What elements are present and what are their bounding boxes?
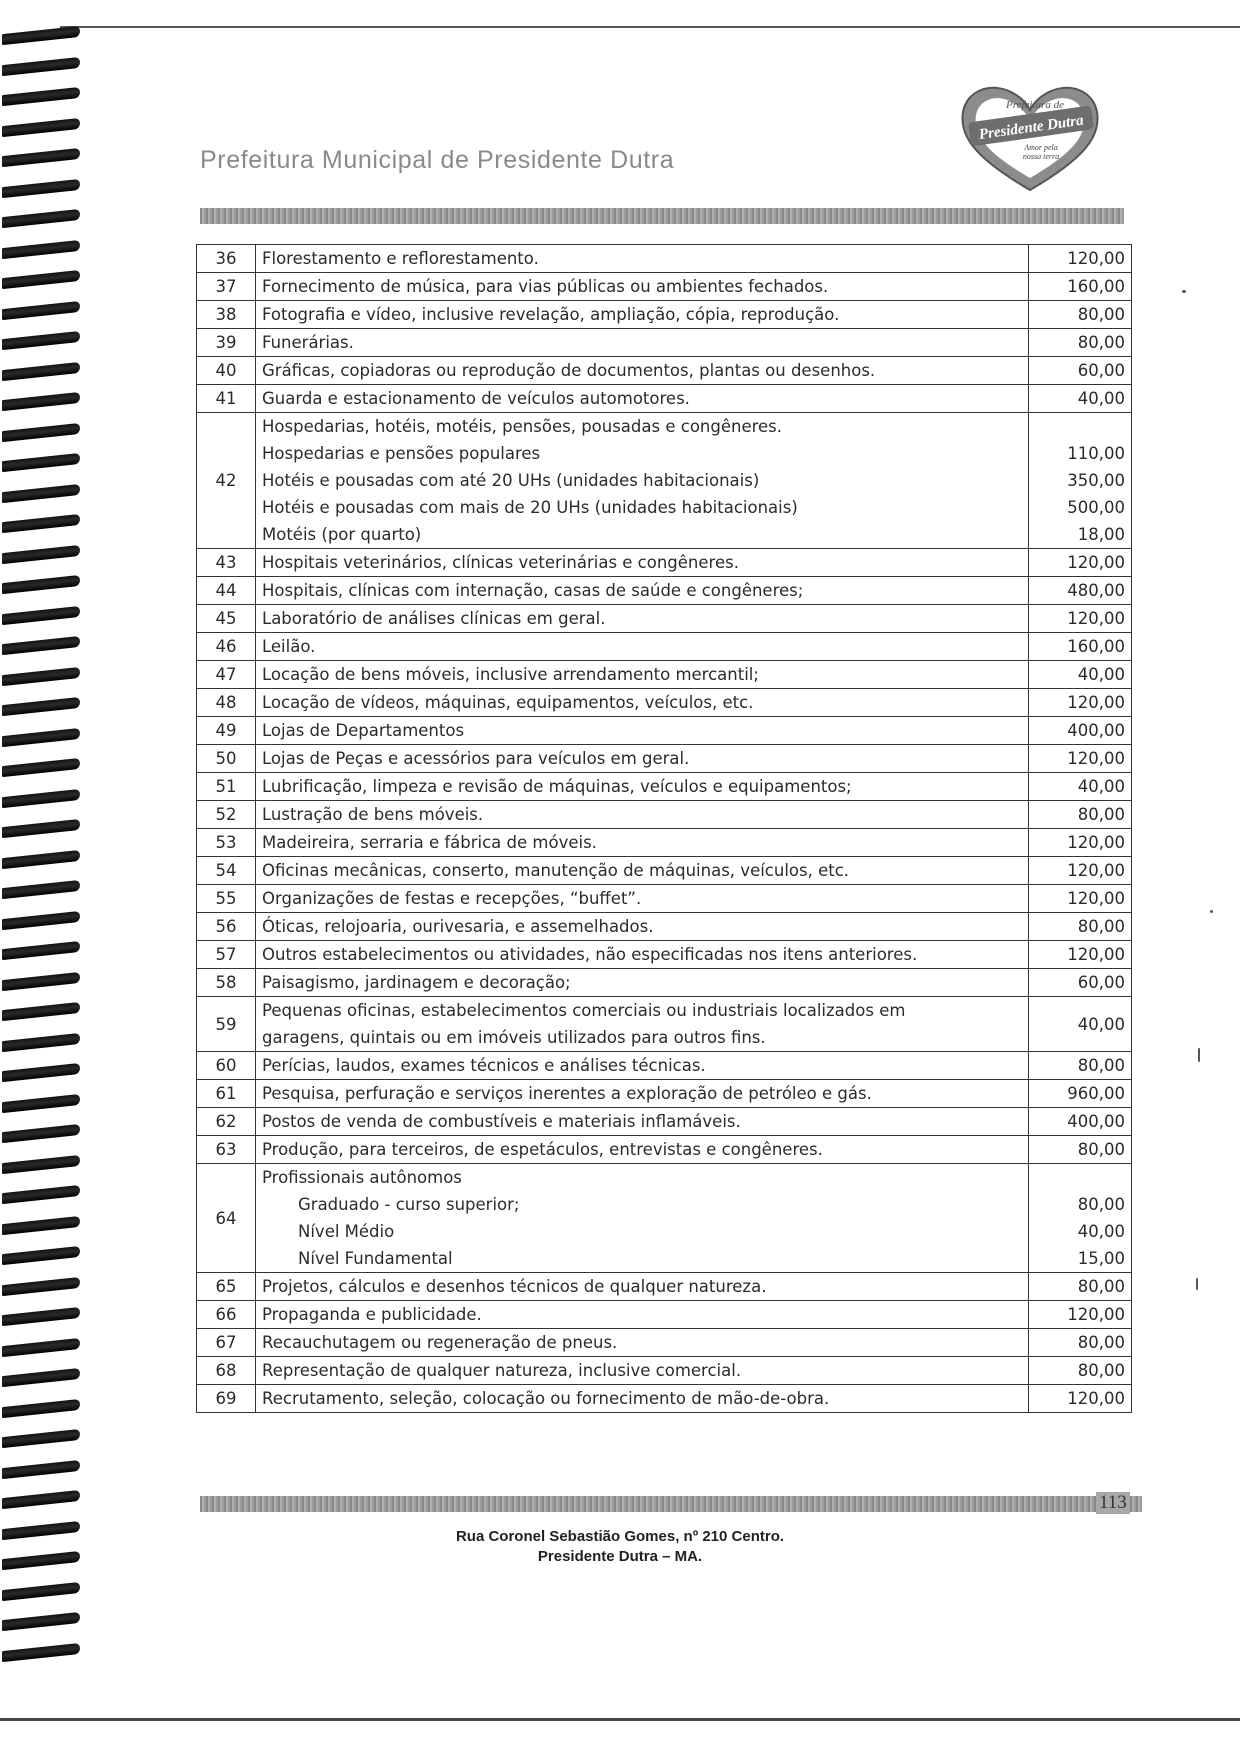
item-description [256, 857, 1029, 885]
item-value [1029, 717, 1132, 745]
value-line: 120,00 [1067, 861, 1125, 880]
item-number: 65 [197, 1273, 256, 1301]
value-line: 80,00 [1077, 805, 1125, 824]
value-line [1035, 413, 1125, 440]
item-number: 42 [197, 413, 256, 549]
description-line: Profissionais autônomos [262, 1168, 462, 1187]
binding-ring [2, 300, 80, 319]
value-line: 40,00 [1077, 777, 1125, 796]
binding-ring [2, 56, 80, 75]
binding-ring [2, 514, 80, 533]
item-description [256, 633, 1029, 661]
value-line: 120,00 [1067, 249, 1125, 268]
header-separator-band [200, 208, 1124, 224]
description-line: Locação de vídeos, máquinas, equipamentos, veículos, etc. [262, 693, 754, 712]
item-description [256, 301, 1029, 329]
binding-ring [2, 1246, 80, 1265]
value-line: 120,00 [1067, 749, 1125, 768]
item-number: 48 [197, 689, 256, 717]
item-number: 59 [197, 997, 256, 1052]
table-row [197, 1329, 1132, 1357]
value-line [1035, 1164, 1125, 1191]
description-line: Hospitais veterinários, clínicas veterinárias e congêneres. [262, 553, 739, 572]
description-line: Graduado - curso superior; [298, 1195, 520, 1214]
binding-ring [2, 971, 80, 990]
item-number: 66 [197, 1301, 256, 1329]
item-description [256, 1329, 1029, 1357]
item-description [256, 1164, 1029, 1273]
description-line: Recauchutagem ou regeneração de pneus. [262, 1333, 618, 1352]
item-number: 38 [197, 301, 256, 329]
description-line: Hotéis e pousadas com até 20 UHs (unidades habitacionais) [262, 471, 760, 490]
binding-ring [2, 361, 80, 380]
binding-ring [2, 26, 80, 45]
bottom-edge-line [0, 1718, 1240, 1721]
item-description [256, 605, 1029, 633]
item-value [1029, 1385, 1132, 1413]
description-line: Nível Fundamental [298, 1249, 453, 1268]
item-number: 63 [197, 1136, 256, 1164]
description-line: Outros estabelecimentos ou atividades, não especificadas nos itens anteriores. [262, 945, 918, 964]
item-description [256, 913, 1029, 941]
value-line: 960,00 [1067, 1084, 1125, 1103]
description-line: Florestamento e reflorestamento. [262, 249, 539, 268]
value-line: 80,00 [1077, 1277, 1125, 1296]
table-row [197, 301, 1132, 329]
value-line: 350,00 [1067, 471, 1125, 490]
value-line: 160,00 [1067, 277, 1125, 296]
binding-ring [2, 758, 80, 777]
item-number: 61 [197, 1080, 256, 1108]
item-description [256, 801, 1029, 829]
value-line: 60,00 [1077, 973, 1125, 992]
table-row [197, 969, 1132, 997]
item-value [1029, 857, 1132, 885]
municipal-logo [955, 78, 1105, 196]
item-description [256, 969, 1029, 997]
value-line: 120,00 [1067, 1389, 1125, 1408]
binding-ring [2, 117, 80, 136]
value-line: 480,00 [1067, 581, 1125, 600]
table-row [197, 1052, 1132, 1080]
value-line: 18,00 [1077, 525, 1125, 544]
table-row [197, 1080, 1132, 1108]
scan-speck [1196, 1278, 1198, 1290]
table-row [197, 633, 1132, 661]
item-value [1029, 941, 1132, 969]
table-row [197, 605, 1132, 633]
value-line: 80,00 [1077, 1056, 1125, 1075]
item-number: 36 [197, 245, 256, 273]
item-number: 57 [197, 941, 256, 969]
description-line: Representação de qualquer natureza, inclusive comercial. [262, 1361, 742, 1380]
page-header-title: Prefeitura Municipal de Presidente Dutra [200, 146, 675, 174]
table-row [197, 577, 1132, 605]
description-line: Lustração de bens móveis. [262, 805, 484, 824]
logo-line3: Amor pela [1024, 143, 1058, 152]
item-value [1029, 1108, 1132, 1136]
table-row [197, 357, 1132, 385]
description-line: Madeireira, serraria e fábrica de móveis. [262, 833, 597, 852]
value-line: 80,00 [1077, 917, 1125, 936]
table-row [197, 549, 1132, 577]
value-line: 120,00 [1067, 609, 1125, 628]
item-description [256, 773, 1029, 801]
item-number: 60 [197, 1052, 256, 1080]
item-description [256, 689, 1029, 717]
description-line: Leilão. [262, 637, 316, 656]
scan-speck [1210, 910, 1213, 913]
value-line: 500,00 [1067, 498, 1125, 517]
table-row [197, 1273, 1132, 1301]
item-number: 43 [197, 549, 256, 577]
description-line: Laboratório de análises clínicas em geral. [262, 609, 606, 628]
binding-ring [2, 422, 80, 441]
binding-ring [2, 1154, 80, 1173]
binding-ring [2, 1368, 80, 1387]
table-row [197, 385, 1132, 413]
value-line: 80,00 [1077, 305, 1125, 324]
logo-line4: nossa terra [1022, 152, 1060, 161]
binding-ring [2, 666, 80, 685]
item-number: 58 [197, 969, 256, 997]
binding-ring [2, 941, 80, 960]
item-value [1029, 745, 1132, 773]
value-line: 120,00 [1067, 889, 1125, 908]
description-line: Paisagismo, jardinagem e decoração; [262, 973, 571, 992]
item-description [256, 385, 1029, 413]
binding-ring [2, 1002, 80, 1021]
binding-ring [2, 1490, 80, 1509]
scan-speck [1182, 290, 1186, 293]
logo-line1: Prefeitura de [1006, 99, 1064, 111]
item-value [1029, 245, 1132, 273]
table-row [197, 913, 1132, 941]
footer-address: Rua Coronel Sebastião Gomes, nº 210 Centro. [455, 1528, 785, 1545]
item-description [256, 1080, 1029, 1108]
item-number: 52 [197, 801, 256, 829]
binding-ring [2, 1398, 80, 1417]
description-line: Locação de bens móveis, inclusive arrendamento mercantil; [262, 665, 759, 684]
item-number: 54 [197, 857, 256, 885]
table-row [197, 689, 1132, 717]
binding-ring [2, 209, 80, 228]
table-row [197, 885, 1132, 913]
binding-ring [2, 331, 80, 350]
item-description [256, 273, 1029, 301]
binding-ring [2, 819, 80, 838]
binding-ring [2, 1124, 80, 1143]
item-value [1029, 689, 1132, 717]
description-line: Funerárias. [262, 333, 354, 352]
table-row [197, 857, 1132, 885]
item-number: 39 [197, 329, 256, 357]
binding-ring [2, 1612, 80, 1631]
description-line: Pesquisa, perfuração e serviços inerentes a exploração de petróleo e gás. [262, 1084, 872, 1103]
table-row [197, 1301, 1132, 1329]
item-description [256, 1108, 1029, 1136]
scan-speck [1198, 1048, 1200, 1062]
item-description [256, 941, 1029, 969]
item-value [1029, 661, 1132, 689]
description-line: Lubrificação, limpeza e revisão de máquinas, veículos e equipamentos; [262, 777, 852, 796]
item-value [1029, 1164, 1132, 1273]
item-value [1029, 969, 1132, 997]
value-line: 400,00 [1067, 1112, 1125, 1131]
item-value [1029, 577, 1132, 605]
item-value [1029, 633, 1132, 661]
table-row [197, 717, 1132, 745]
item-value [1029, 1136, 1132, 1164]
table-row [197, 1164, 1132, 1273]
binding-ring [2, 1185, 80, 1204]
binding-ring [2, 1093, 80, 1112]
table-row [197, 829, 1132, 857]
item-number: 69 [197, 1385, 256, 1413]
item-value [1029, 357, 1132, 385]
value-line: 120,00 [1067, 553, 1125, 572]
table-row [197, 1385, 1132, 1413]
item-description [256, 717, 1029, 745]
value-line: 120,00 [1067, 693, 1125, 712]
value-line: 110,00 [1067, 444, 1125, 463]
item-value [1029, 549, 1132, 577]
table-row [197, 1108, 1132, 1136]
item-description [256, 745, 1029, 773]
item-number: 40 [197, 357, 256, 385]
item-number: 53 [197, 829, 256, 857]
description-line: Fornecimento de música, para vias públicas ou ambientes fechados. [262, 277, 829, 296]
item-description [256, 1273, 1029, 1301]
table-row [197, 245, 1132, 273]
value-line: 80,00 [1077, 1140, 1125, 1159]
item-value [1029, 829, 1132, 857]
description-line: garagens, quintais ou em imóveis utilizados para outros fins. [262, 1028, 766, 1047]
item-value [1029, 1301, 1132, 1329]
item-description [256, 357, 1029, 385]
binding-ring [2, 636, 80, 655]
item-value [1029, 329, 1132, 357]
page-number: 113 [1096, 1492, 1130, 1514]
table-row [197, 773, 1132, 801]
item-number: 41 [197, 385, 256, 413]
value-line: 40,00 [1077, 389, 1125, 408]
binding-ring [2, 392, 80, 411]
item-description [256, 329, 1029, 357]
item-number: 62 [197, 1108, 256, 1136]
item-value [1029, 413, 1132, 549]
binding-ring [2, 1307, 80, 1326]
item-description [256, 1052, 1029, 1080]
description-line: Pequenas oficinas, estabelecimentos comerciais ou industriais localizados em [262, 1001, 906, 1020]
description-line: Hospedarias, hotéis, motéis, pensões, pousadas e congêneres. [262, 417, 783, 436]
value-line: 60,00 [1077, 361, 1125, 380]
description-line: Gráficas, copiadoras ou reprodução de documentos, plantas ou desenhos. [262, 361, 876, 380]
value-line: 80,00 [1077, 333, 1125, 352]
item-number: 44 [197, 577, 256, 605]
binding-ring [2, 1337, 80, 1356]
item-value [1029, 385, 1132, 413]
table-row [197, 329, 1132, 357]
item-value [1029, 1357, 1132, 1385]
description-line: Recrutamento, seleção, colocação ou fornecimento de mão-de-obra. [262, 1389, 830, 1408]
item-value [1029, 885, 1132, 913]
table-row [197, 745, 1132, 773]
description-line: Postos de venda de combustíveis e materiais inflamáveis. [262, 1112, 741, 1131]
item-description [256, 245, 1029, 273]
item-description [256, 829, 1029, 857]
binding-ring [2, 605, 80, 624]
item-number: 51 [197, 773, 256, 801]
item-number: 49 [197, 717, 256, 745]
item-value [1029, 1052, 1132, 1080]
item-value [1029, 605, 1132, 633]
table-row [197, 801, 1132, 829]
item-number: 46 [197, 633, 256, 661]
item-description [256, 1136, 1029, 1164]
item-value [1029, 913, 1132, 941]
table-row [197, 941, 1132, 969]
item-number: 47 [197, 661, 256, 689]
fee-table-body [197, 245, 1132, 1413]
binding-ring [2, 87, 80, 106]
description-line: Fotografia e vídeo, inclusive revelação, ampliação, cópia, reprodução. [262, 305, 840, 324]
value-line: 120,00 [1067, 833, 1125, 852]
item-value [1029, 773, 1132, 801]
description-line: Hospitais, clínicas com internação, casas de saúde e congêneres; [262, 581, 804, 600]
item-description [256, 997, 1029, 1052]
binding-ring [2, 1276, 80, 1295]
binding-ring [2, 239, 80, 258]
binding-ring [2, 178, 80, 197]
binding-ring [2, 575, 80, 594]
table-row [197, 273, 1132, 301]
binding-ring [2, 910, 80, 929]
description-line: Hotéis e pousadas com mais de 20 UHs (unidades habitacionais) [262, 498, 798, 517]
value-line: 15,00 [1077, 1249, 1125, 1268]
description-line: Guarda e estacionamento de veículos automotores. [262, 389, 690, 408]
item-description [256, 1301, 1029, 1329]
binding-ring [2, 483, 80, 502]
description-line: Produção, para terceiros, de espetáculos, entrevistas e congêneres. [262, 1140, 823, 1159]
item-number: 56 [197, 913, 256, 941]
item-description [256, 577, 1029, 605]
description-line: Óticas, relojoaria, ourivesaria, e assemelhados. [262, 917, 654, 936]
binding-ring [2, 880, 80, 899]
item-description [256, 413, 1029, 549]
description-line: Hospedarias e pensões populares [262, 444, 541, 463]
item-number: 64 [197, 1164, 256, 1273]
fee-table [196, 244, 1132, 1413]
item-number: 55 [197, 885, 256, 913]
item-number: 37 [197, 273, 256, 301]
item-description [256, 549, 1029, 577]
value-line: 160,00 [1067, 637, 1125, 656]
item-number: 45 [197, 605, 256, 633]
item-number: 68 [197, 1357, 256, 1385]
binding-ring [2, 1642, 80, 1661]
description-line: Projetos, cálculos e desenhos técnicos de qualquer natureza. [262, 1277, 767, 1296]
binding-ring [2, 544, 80, 563]
footer-separator-band [200, 1496, 1142, 1512]
item-value [1029, 273, 1132, 301]
item-description [256, 661, 1029, 689]
table-row [197, 661, 1132, 689]
binding-ring [2, 727, 80, 746]
item-number: 50 [197, 745, 256, 773]
item-value [1029, 1329, 1132, 1357]
item-description [256, 1385, 1029, 1413]
binding-ring [2, 1215, 80, 1234]
binding-ring [2, 1429, 80, 1448]
value-line: 120,00 [1067, 1305, 1125, 1324]
item-value: 40,00 [1029, 997, 1132, 1052]
description-line: Organizações de festas e recepções, “buffet”. [262, 889, 642, 908]
description-line: Nível Médio [298, 1222, 395, 1241]
description-line: Motéis (por quarto) [262, 525, 422, 544]
binding-ring [2, 697, 80, 716]
value-line: 120,00 [1067, 945, 1125, 964]
description-line: Perícias, laudos, exames técnicos e análises técnicas. [262, 1056, 706, 1075]
binding-ring [2, 1459, 80, 1478]
value-line: 400,00 [1067, 721, 1125, 740]
item-value [1029, 1080, 1132, 1108]
description-line: Lojas de Departamentos [262, 721, 465, 740]
binding-ring [2, 453, 80, 472]
table-row [197, 997, 1132, 1052]
binding-ring [2, 788, 80, 807]
item-value [1029, 301, 1132, 329]
table-row [197, 413, 1132, 549]
item-value [1029, 1273, 1132, 1301]
binding-ring [2, 1581, 80, 1600]
binding-ring [2, 270, 80, 289]
footer-city: Presidente Dutra – MA. [537, 1548, 703, 1565]
table-row [197, 1136, 1132, 1164]
binding-ring [2, 849, 80, 868]
value-line: 40,00 [1077, 665, 1125, 684]
value-line: 80,00 [1077, 1195, 1125, 1214]
value-line: 40,00 [1077, 1222, 1125, 1241]
binding-ring [2, 148, 80, 167]
item-description [256, 885, 1029, 913]
binding-ring [2, 1063, 80, 1082]
description-line: Oficinas mecânicas, conserto, manutenção de máquinas, veículos, etc. [262, 861, 850, 880]
table-row [197, 1357, 1132, 1385]
logo-line2: Presidente Dutra [977, 112, 1085, 144]
binding-ring [2, 1032, 80, 1051]
description-line: Lojas de Peças e acessórios para veículos em geral. [262, 749, 690, 768]
item-number: 67 [197, 1329, 256, 1357]
description-line: Propaganda e publicidade. [262, 1305, 482, 1324]
item-value [1029, 801, 1132, 829]
item-description [256, 1357, 1029, 1385]
value-line: 80,00 [1077, 1361, 1125, 1380]
spiral-binding [0, 30, 90, 1690]
value-line: 80,00 [1077, 1333, 1125, 1352]
top-edge-line [60, 26, 1240, 28]
